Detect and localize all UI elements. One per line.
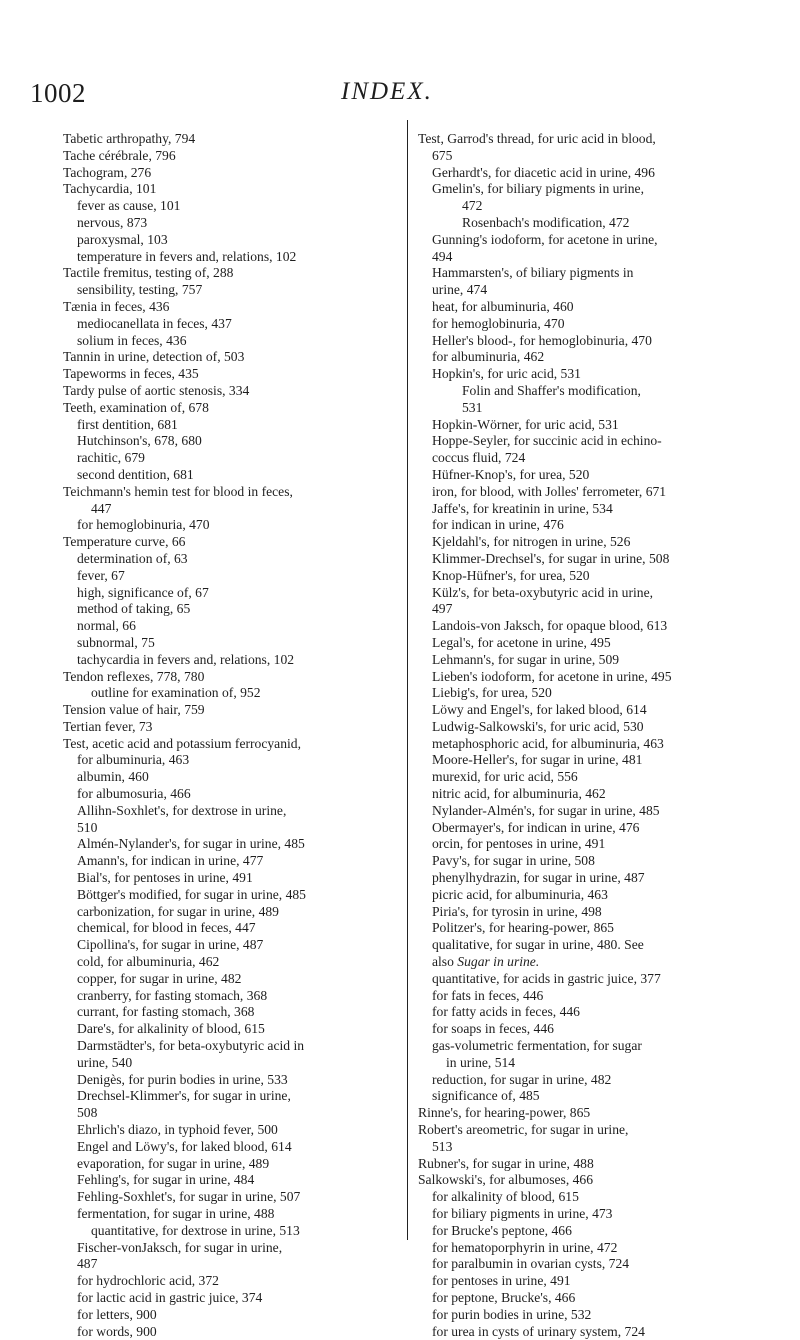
index-entry-text: Landois-von Jaksch, for opaque blood, 613 xyxy=(432,618,668,634)
index-entry-text: Külz's, for beta-oxybutyric acid in urine, xyxy=(432,584,654,600)
index-entry-text: paroxysmal, 103 xyxy=(77,231,168,247)
index-entry xyxy=(63,736,393,753)
index-column-left xyxy=(63,131,393,1340)
index-entry xyxy=(63,752,393,769)
index-entry xyxy=(63,988,393,1005)
index-entry-text: coccus fluid, 724 xyxy=(432,450,526,466)
index-entry-text: metaphosphoric acid, for albuminuria, 463 xyxy=(432,735,664,751)
index-entry xyxy=(63,1105,393,1122)
index-entry xyxy=(418,803,768,820)
index-entry-text: Gunning's iodoform, for acetone in urine, xyxy=(432,231,658,247)
index-entry-text: mediocanellata in feces, 437 xyxy=(77,315,232,331)
index-entry-text: cold, for albuminuria, 462 xyxy=(77,954,220,970)
index-entry-text: Denigès, for purin bodies in urine, 533 xyxy=(77,1071,288,1087)
index-entry xyxy=(418,887,768,904)
index-entry xyxy=(418,1122,768,1139)
index-entry-text: Tendon reflexes, 778, 780 xyxy=(63,668,205,684)
index-entry xyxy=(63,836,393,853)
index-entry xyxy=(63,954,393,971)
index-entry-text: copper, for sugar in urine, 482 xyxy=(77,970,242,986)
index-entry xyxy=(63,1307,393,1324)
index-entry xyxy=(418,635,768,652)
column-divider xyxy=(407,120,408,1240)
index-entry xyxy=(418,265,768,282)
index-entry-text: 472 xyxy=(462,198,483,214)
index-entry xyxy=(418,333,768,350)
index-entry xyxy=(63,685,393,702)
index-entry-text: Tache cérébrale, 796 xyxy=(63,147,176,163)
index-entry-text: determination of, 63 xyxy=(77,550,188,566)
index-entry-text: Rosenbach's modification, 472 xyxy=(462,214,630,230)
index-entry-text: Politzer's, for hearing-power, 865 xyxy=(432,920,614,936)
index-entry-text: for hemoglobinuria, 470 xyxy=(77,517,210,533)
index-entry-text: significance of, 485 xyxy=(432,1088,540,1104)
index-entry xyxy=(63,450,393,467)
index-entry xyxy=(63,383,393,400)
index-entry xyxy=(418,836,768,853)
index-entry xyxy=(418,1189,768,1206)
index-entry xyxy=(418,417,768,434)
index-entry xyxy=(418,366,768,383)
index-entry-text: Fehling's, for sugar in urine, 484 xyxy=(77,1172,255,1188)
index-entry xyxy=(63,148,393,165)
index-entry-text: Hoppe-Seyler, for succinic acid in echino- xyxy=(432,433,662,449)
index-entry xyxy=(63,1055,393,1072)
index-entry-text: Tapeworms in feces, 435 xyxy=(63,366,199,382)
index-entry-text: Löwy and Engel's, for laked blood, 614 xyxy=(432,702,647,718)
index-entry-text: Gmelin's, for biliary pigments in urine, xyxy=(432,181,644,197)
index-entry-text: albumin, 460 xyxy=(77,769,149,785)
index-entry-text: Tabetic arthropathy, 794 xyxy=(63,131,196,146)
index-entry-text: for albuminuria, 463 xyxy=(77,752,190,768)
index-entry xyxy=(418,551,768,568)
index-entry-text: Ludwig-Salkowski's, for uric acid, 530 xyxy=(432,718,644,734)
index-entry-text: fever as cause, 101 xyxy=(77,198,181,214)
index-entry xyxy=(418,685,768,702)
index-entry xyxy=(418,198,768,215)
index-entry-text: gas-volumetric fermentation, for sugar xyxy=(432,1038,642,1054)
index-entry xyxy=(418,517,768,534)
index-entry xyxy=(418,568,768,585)
index-entry-text: for soaps in feces, 446 xyxy=(432,1021,554,1037)
index-entry xyxy=(418,1004,768,1021)
index-entry-text: for albumosuria, 466 xyxy=(77,786,191,802)
index-entry xyxy=(418,501,768,518)
index-column-right xyxy=(418,131,768,1340)
index-entry-text: Amann's, for indican in urine, 477 xyxy=(77,853,264,869)
index-entry xyxy=(63,198,393,215)
index-entry xyxy=(418,920,768,937)
index-entry xyxy=(63,1156,393,1173)
index-entry xyxy=(63,1021,393,1038)
index-entry-text: for words, 900 xyxy=(77,1323,157,1339)
index-entry xyxy=(418,534,768,551)
index-entry xyxy=(63,887,393,904)
index-entry xyxy=(418,988,768,1005)
index-entry-text: sensibility, testing, 757 xyxy=(77,282,203,298)
index-entry-text: phenylhydrazin, for sugar in urine, 487 xyxy=(432,870,645,886)
index-entry-text: reduction, for sugar in urine, 482 xyxy=(432,1071,612,1087)
index-entry-text: Hopkin-Wörner, for uric acid, 531 xyxy=(432,416,619,432)
index-entry-text: 510 xyxy=(77,819,98,835)
index-entry xyxy=(418,1055,768,1072)
index-entry-text: Robert's areometric, for sugar in urine, xyxy=(418,1122,629,1138)
index-entry xyxy=(418,1273,768,1290)
index-entry xyxy=(63,433,393,450)
index-entry xyxy=(63,366,393,383)
index-entry-text: 494 xyxy=(432,248,453,264)
index-entry xyxy=(418,131,768,148)
index-entry xyxy=(418,148,768,165)
index-entry-text: rachitic, 679 xyxy=(77,450,145,466)
index-entry-text: for hematoporphyrin in urine, 472 xyxy=(432,1239,618,1255)
index-entry xyxy=(63,937,393,954)
index-entry xyxy=(418,937,768,954)
index-entry xyxy=(63,484,393,501)
index-entry-text: for pentoses in urine, 491 xyxy=(432,1273,571,1289)
index-entry-text: Klimmer-Drechsel's, for sugar in urine, 508 xyxy=(432,550,670,566)
index-entry xyxy=(63,585,393,602)
index-entry-text: Allihn-Soxhlet's, for dextrose in urine, xyxy=(77,802,287,818)
index-entry xyxy=(418,736,768,753)
index-entry xyxy=(63,1324,393,1340)
index-entry-text: for Brucke's peptone, 466 xyxy=(432,1222,572,1238)
index-entry xyxy=(418,585,768,602)
index-entry-text: Jaffe's, for kreatinin in urine, 534 xyxy=(432,500,613,516)
index-entry-text: in urine, 514 xyxy=(446,1054,516,1070)
index-entry-text: Lieben's iodoform, for acetone in urine, 495 xyxy=(432,668,672,684)
index-entry-text: Darmstädter's, for beta-oxybutyric acid in xyxy=(77,1038,305,1054)
index-entry xyxy=(63,601,393,618)
running-head: INDEX. xyxy=(341,78,433,105)
index-entry xyxy=(418,1223,768,1240)
index-entry-text: Teeth, examination of, 678 xyxy=(63,399,209,415)
index-entry xyxy=(63,769,393,786)
index-entry xyxy=(63,669,393,686)
index-entry xyxy=(418,702,768,719)
index-entry xyxy=(63,232,393,249)
index-entry-text: Fischer-vonJaksch, for sugar in urine, xyxy=(77,1239,283,1255)
index-entry-text: chemical, for blood in feces, 447 xyxy=(77,920,256,936)
index-entry xyxy=(63,786,393,803)
index-entry-text: method of taking, 65 xyxy=(77,601,191,617)
index-entry xyxy=(63,1139,393,1156)
index-entry-text: for indican in urine, 476 xyxy=(432,517,564,533)
index-entry-text: for alkalinity of blood, 615 xyxy=(432,1189,579,1205)
index-entry-italic: Sugar in urine. xyxy=(457,954,540,970)
index-entry xyxy=(63,400,393,417)
index-entry xyxy=(63,1172,393,1189)
index-entry-text: high, significance of, 67 xyxy=(77,584,209,600)
index-entry xyxy=(63,501,393,518)
index-entry xyxy=(63,568,393,585)
index-entry xyxy=(63,551,393,568)
index-entry-text: for biliary pigments in urine, 473 xyxy=(432,1206,613,1221)
index-entry xyxy=(418,971,768,988)
index-entry xyxy=(63,215,393,232)
index-entry-text: for fats in feces, 446 xyxy=(432,987,544,1003)
index-entry xyxy=(418,165,768,182)
index-entry-text: Test, Garrod's thread, for uric acid in blood, xyxy=(418,131,656,146)
index-entry xyxy=(63,920,393,937)
index-entry xyxy=(63,349,393,366)
index-entry-text: evaporation, for sugar in urine, 489 xyxy=(77,1155,270,1171)
index-entry-text: Hopkin's, for uric acid, 531 xyxy=(432,366,581,382)
index-entry-text: iron, for blood, with Jolles' ferrometer, 671 xyxy=(432,483,667,499)
index-entry xyxy=(63,820,393,837)
index-entry-text: 531 xyxy=(462,399,483,415)
index-entry-text: for paralbumin in ovarian cysts, 724 xyxy=(432,1256,630,1272)
index-entry xyxy=(418,1206,768,1223)
index-entry xyxy=(418,349,768,366)
index-entry-text: Fehling-Soxhlet's, for sugar in urine, 507 xyxy=(77,1189,301,1205)
index-entry-text: Folin and Shaffer's modification, xyxy=(462,382,641,398)
index-entry-text: nervous, 873 xyxy=(77,214,148,230)
index-entry xyxy=(418,1172,768,1189)
index-entry-text: Hammarsten's, of biliary pigments in xyxy=(432,265,634,281)
index-entry xyxy=(63,517,393,534)
index-entry xyxy=(63,1072,393,1089)
index-entry-text: tachycardia in fevers and, relations, 102 xyxy=(77,651,295,667)
index-entry xyxy=(418,450,768,467)
index-entry xyxy=(63,282,393,299)
index-entry xyxy=(418,954,768,971)
index-entry xyxy=(418,1324,768,1340)
index-entry xyxy=(63,719,393,736)
index-entry xyxy=(63,299,393,316)
index-entry xyxy=(63,1189,393,1206)
index-entry-text: Engel and Löwy's, for laked blood, 614 xyxy=(77,1138,292,1154)
index-entry-text: Bial's, for pentoses in urine, 491 xyxy=(77,870,253,886)
index-entry-text: Moore-Heller's, for sugar in urine, 481 xyxy=(432,752,643,768)
index-entry-text: 447 xyxy=(91,500,112,516)
index-entry xyxy=(418,1240,768,1257)
index-entry xyxy=(418,383,768,400)
index-entry xyxy=(63,702,393,719)
index-entry xyxy=(63,249,393,266)
index-entry-text: Rinne's, for hearing-power, 865 xyxy=(418,1105,591,1121)
index-entry-text: Temperature curve, 66 xyxy=(63,534,186,550)
index-entry-text: Pavy's, for sugar in urine, 508 xyxy=(432,853,595,869)
index-entry-text: Teichmann's hemin test for blood in feces, xyxy=(63,483,293,499)
index-entry xyxy=(418,1105,768,1122)
index-entry xyxy=(418,1139,768,1156)
index-entry-text: fermentation, for sugar in urine, 488 xyxy=(77,1206,275,1221)
index-entry xyxy=(63,1240,393,1257)
index-entry-text: 487 xyxy=(77,1256,98,1272)
index-entry-text: solium in feces, 436 xyxy=(77,332,187,348)
index-entry xyxy=(418,618,768,635)
index-entry xyxy=(418,669,768,686)
index-entry-text: Hutchinson's, 678, 680 xyxy=(77,433,202,449)
index-entry xyxy=(418,1072,768,1089)
index-entry-text: for lactic acid in gastric juice, 374 xyxy=(77,1289,263,1305)
index-entry-text: Ehrlich's diazo, in typhoid fever, 500 xyxy=(77,1122,278,1138)
index-entry xyxy=(63,333,393,350)
index-entry-text: Kjeldahl's, for nitrogen in urine, 526 xyxy=(432,534,631,550)
index-entry-text: Tactile fremitus, testing of, 288 xyxy=(63,265,234,281)
index-entry-text: Hüfner-Knop's, for urea, 520 xyxy=(432,466,590,482)
index-entry xyxy=(418,1038,768,1055)
index-entry-text: quantitative, for dextrose in urine, 513 xyxy=(91,1222,300,1238)
index-entry-text: Liebig's, for urea, 520 xyxy=(432,685,552,701)
index-entry-text: Legal's, for acetone in urine, 495 xyxy=(432,634,611,650)
page-header xyxy=(0,78,800,108)
index-entry-text: for purin bodies in urine, 532 xyxy=(432,1306,592,1322)
index-entry-text: cranberry, for fasting stomach, 368 xyxy=(77,987,268,1003)
index-entry xyxy=(418,1290,768,1307)
index-entry-text: Lehmann's, for sugar in urine, 509 xyxy=(432,651,620,667)
page-number: 1002 xyxy=(30,78,86,108)
index-entry-text: carbonization, for sugar in urine, 489 xyxy=(77,903,279,919)
index-entry-text: 497 xyxy=(432,601,453,617)
index-entry-text: quantitative, for acids in gastric juice, 377 xyxy=(432,970,661,986)
index-entry-text: Dare's, for alkalinity of blood, 615 xyxy=(77,1021,265,1037)
index-entry-text: Drechsel-Klimmer's, for sugar in urine, xyxy=(77,1088,291,1104)
index-entry-text: 513 xyxy=(432,1138,453,1154)
index-entry-text: Test, acetic acid and potassium ferrocyanid, xyxy=(63,735,301,751)
index-entry-text: second dentition, 681 xyxy=(77,466,194,482)
index-entry-text: Tænia in feces, 436 xyxy=(63,298,170,314)
index-entry-text: Heller's blood-, for hemoglobinuria, 470 xyxy=(432,332,652,348)
index-entry-text: orcin, for pentoses in urine, 491 xyxy=(432,836,606,852)
index-entry-text: Knop-Hüfner's, for urea, 520 xyxy=(432,567,590,583)
index-entry-text: Tardy pulse of aortic stenosis, 334 xyxy=(63,382,250,398)
index-entry xyxy=(418,1088,768,1105)
index-entry-text: subnormal, 75 xyxy=(77,634,155,650)
index-entry-text: 508 xyxy=(77,1105,98,1121)
index-entry-text: Tannin in urine, detection of, 503 xyxy=(63,349,245,365)
index-entry xyxy=(63,1004,393,1021)
index-entry-text: for fatty acids in feces, 446 xyxy=(432,1004,580,1020)
index-entry-text: Almén-Nylander's, for sugar in urine, 485 xyxy=(77,836,305,852)
index-entry xyxy=(63,1122,393,1139)
index-entry xyxy=(418,719,768,736)
index-entry-text: Nylander-Almén's, for sugar in urine, 485 xyxy=(432,802,660,818)
index-entry xyxy=(63,618,393,635)
index-entry-text: fever, 67 xyxy=(77,567,125,583)
index-entry xyxy=(418,1021,768,1038)
index-entry-text: murexid, for uric acid, 556 xyxy=(432,769,578,785)
index-entry-text: for hydrochloric acid, 372 xyxy=(77,1273,219,1289)
index-entry xyxy=(63,467,393,484)
index-entry xyxy=(418,181,768,198)
index-entry xyxy=(418,904,768,921)
index-entry xyxy=(418,652,768,669)
index-entry-text: for hemoglobinuria, 470 xyxy=(432,315,565,331)
index-entry-text: Tension value of hair, 759 xyxy=(63,702,205,718)
index-entry xyxy=(418,870,768,887)
index-entry xyxy=(63,1273,393,1290)
index-entry-text: picric acid, for albuminuria, 463 xyxy=(432,886,608,902)
index-entry xyxy=(63,1088,393,1105)
index-entry-text: Gerhardt's, for diacetic acid in urine, 496 xyxy=(432,164,655,180)
index-entry xyxy=(63,1038,393,1055)
index-entry xyxy=(63,1290,393,1307)
index-entry xyxy=(63,265,393,282)
index-entry-text: Böttger's modified, for sugar in urine, 485 xyxy=(77,886,306,902)
index-entry-text: Tachycardia, 101 xyxy=(63,181,157,197)
index-entry-text: heat, for albuminuria, 460 xyxy=(432,298,574,314)
index-entry xyxy=(418,1307,768,1324)
index-entry-text: Rubner's, for sugar in urine, 488 xyxy=(418,1155,594,1171)
index-entry xyxy=(63,417,393,434)
index-entry xyxy=(418,601,768,618)
index-entry xyxy=(418,232,768,249)
index-entry-text: Tachogram, 276 xyxy=(63,164,152,180)
index-entry xyxy=(63,652,393,669)
index-entry xyxy=(63,1206,393,1223)
index-entry xyxy=(63,1223,393,1240)
index-entry xyxy=(418,282,768,299)
index-entry xyxy=(418,1256,768,1273)
index-entry-text: Tertian fever, 73 xyxy=(63,718,153,734)
index-entry xyxy=(63,534,393,551)
index-entry-text: for peptone, Brucke's, 466 xyxy=(432,1289,576,1305)
index-entry xyxy=(418,249,768,266)
index-entry xyxy=(63,904,393,921)
index-entry-text: also xyxy=(432,954,458,970)
index-entry-text: for urea in cysts of urinary system, 724 xyxy=(432,1323,645,1339)
index-entry xyxy=(418,316,768,333)
index-entry-text: currant, for fasting stomach, 368 xyxy=(77,1004,255,1020)
index-entry xyxy=(63,131,393,148)
index-entry xyxy=(418,1156,768,1173)
index-entry-text: for albuminuria, 462 xyxy=(432,349,545,365)
index-entry-text: nitric acid, for albuminuria, 462 xyxy=(432,786,606,802)
index-entry xyxy=(418,400,768,417)
index-entry xyxy=(63,803,393,820)
index-entry-text: qualitative, for sugar in urine, 480. See xyxy=(432,937,644,953)
index-entry xyxy=(418,299,768,316)
index-entry xyxy=(63,635,393,652)
index-entry xyxy=(418,215,768,232)
index-entry xyxy=(63,165,393,182)
index-entry xyxy=(418,484,768,501)
index-entry xyxy=(63,870,393,887)
index-entry-text: urine, 540 xyxy=(77,1054,133,1070)
index-entry xyxy=(63,181,393,198)
index-entry xyxy=(418,786,768,803)
index-entry xyxy=(418,769,768,786)
index-entry xyxy=(418,467,768,484)
index-entry xyxy=(63,1256,393,1273)
index-entry xyxy=(63,853,393,870)
index-entry xyxy=(63,316,393,333)
index-entry xyxy=(418,820,768,837)
index-entry xyxy=(418,752,768,769)
index-entry-text: for letters, 900 xyxy=(77,1306,157,1322)
index-entry-text: normal, 66 xyxy=(77,618,136,634)
index-entry-text: temperature in fevers and, relations, 102 xyxy=(77,248,297,264)
index-entry-text: urine, 474 xyxy=(432,282,488,298)
index-entry-text: Piria's, for tyrosin in urine, 498 xyxy=(432,903,602,919)
index-entry xyxy=(418,433,768,450)
index-entry-text: Cipollina's, for sugar in urine, 487 xyxy=(77,937,264,953)
index-entry-text: 675 xyxy=(432,147,453,163)
index-entry-text: Salkowski's, for albumoses, 466 xyxy=(418,1172,594,1188)
index-entry xyxy=(418,853,768,870)
index-entry-text: Obermayer's, for indican in urine, 476 xyxy=(432,819,640,835)
index-entry xyxy=(63,971,393,988)
index-entry-text: outline for examination of, 952 xyxy=(91,685,261,701)
index-entry-text: first dentition, 681 xyxy=(77,416,178,432)
